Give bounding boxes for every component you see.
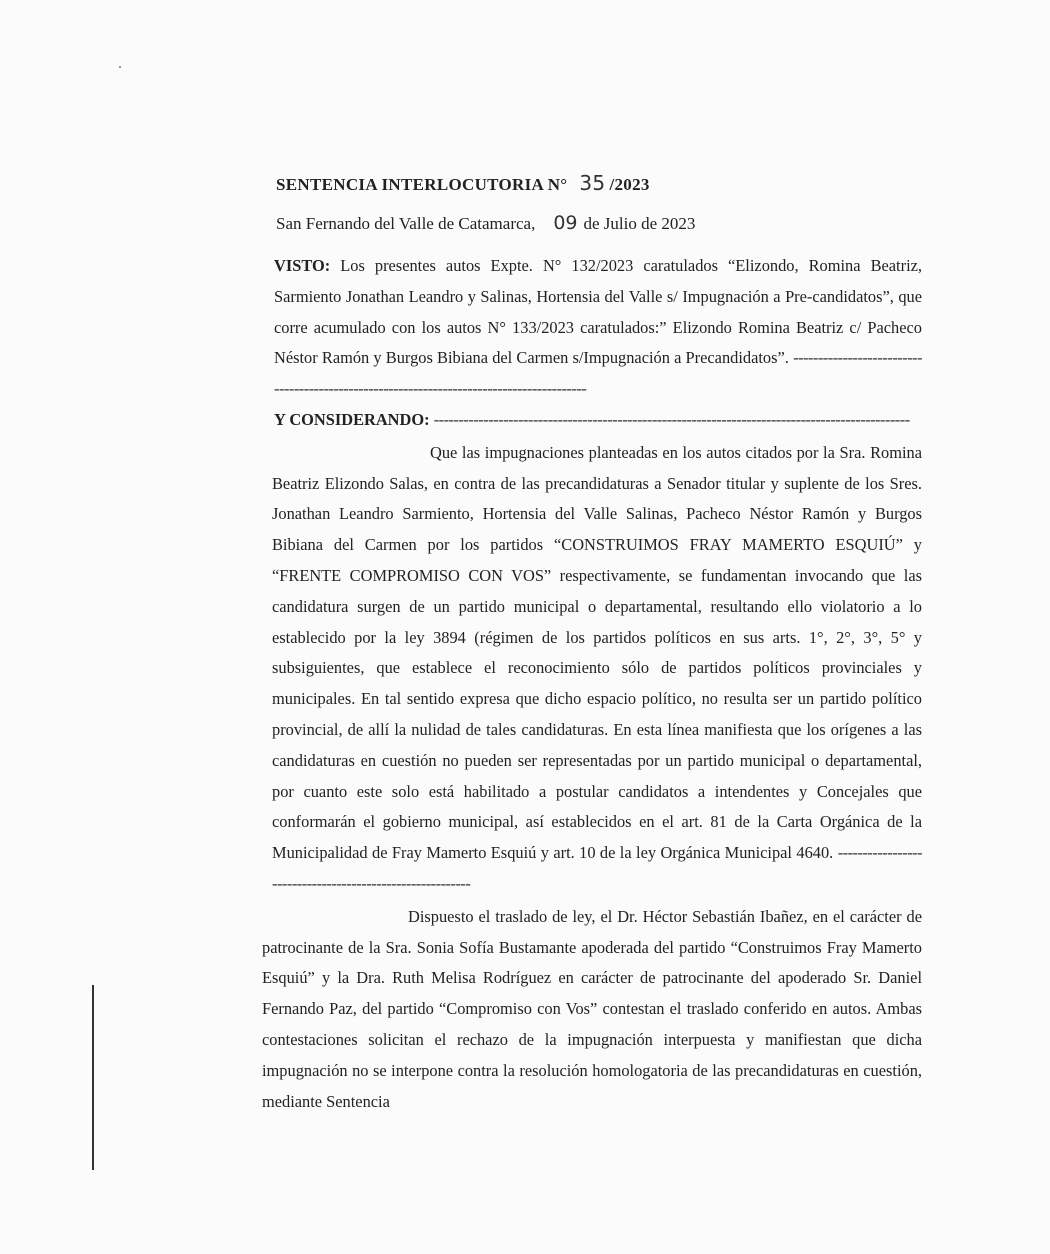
paragraph-1-dashes: --------------------------------------------------------- bbox=[272, 843, 922, 893]
title-prefix: SENTENCIA INTERLOCUTORIA N° bbox=[276, 175, 568, 194]
paper-speck bbox=[119, 66, 121, 68]
handwritten-day: 09 bbox=[553, 212, 578, 234]
date-rest: de Julio de 2023 bbox=[583, 214, 696, 233]
considerando-heading bbox=[262, 405, 922, 436]
document-body bbox=[262, 162, 922, 1117]
paragraph-1-text: Que las impugnaciones planteadas en los autos citados por la Sra. Romina Beatriz Elizondo Salas, en contra de las precandidaturas a Senador titular y suplente de los Sres. Jonathan Leandro Sarmiento, Hortensia del Valle Salinas, Pacheco Néstor Ramón y Burgos Bibiana del Carmen por los partidos “CONSTRUIMOS FRAY MAMERTO ESQUIÚ” y “FRENTE COMPROMISO CON VOS” respectivamente, se fundamentan invocando que las candidatura surgen de un partido municipal o departamental, resultando ello violatorio a lo establecido por la ley 3894 (régimen de los partidos políticos en sus arts. 1°, 2°, 3°, 5° y subsiguientes, que establece el reconocimiento sólo de partidos políticos provinciales y municipales. En tal sentido expresa que dicho espacio político, no resulta ser un partido político provincial, de allí la nulidad de tales candidaturas. En esta línea manifiesta que los orígenes a las candidaturas en cuestión no pueden ser representadas por un partido municipal o departamental, por cuanto este solo está habilitado a postular candidatos a intendentes y Concejales que conformarán el gobierno municipal, así establecidos en el art. 81 de la Carta Orgánica de la Municipalidad de Fray Mamerto Esquiú y art. 10 de la ley Orgánica Municipal 4640. bbox=[272, 442, 922, 863]
body-paragraph-1 bbox=[262, 438, 922, 900]
document-title bbox=[276, 168, 922, 200]
binding-margin-line bbox=[92, 985, 94, 1170]
title-suffix: /2023 bbox=[609, 175, 650, 194]
visto-text: Los presentes autos Expte. N° 132/2023 caratulados “Elizondo, Romina Beatriz, Sarmiento Jonathan Leandro y Salinas, Hortensia del Valle s/ Impugnación a Pre-candidatos”, que corre acumulado con los autos N° 133/2023 caratulados:” Elizondo Romina Beatriz c/ Pacheco Néstor Ramón y Burgos Bibiana del Carmen s/Impugnación a Precandidatos”. bbox=[274, 256, 922, 368]
handwritten-number: 35 bbox=[579, 171, 606, 195]
date-place: San Fernando del Valle de Catamarca, bbox=[276, 214, 536, 233]
visto-paragraph bbox=[262, 251, 922, 405]
considerando-dashes: ------------------------------------------------------------------------------------------------ bbox=[433, 409, 910, 429]
considerando-label: Y CONSIDERANDO: bbox=[274, 409, 430, 429]
body-paragraph-2 bbox=[262, 902, 922, 1118]
paragraph-2-text: Dispuesto el traslado de ley, el Dr. Héctor Sebastián Ibañez, en el carácter de patrocinante de la Sra. Sonia Sofía Bustamante apoderada del partido “Construimos Fray Mamerto Esquiú” y la Dra. Ruth Melisa Rodríguez en carácter de patrocinante del apoderado Sr. Daniel Fernando Paz, del partido “Compromiso con Vos” contestan el traslado conferido en autos. Ambas contestaciones solicitan el rechazo de la impugnación interpuesta y manifiestan que dicha impugnación no se interpone contra la resolución homologatoria de las precandidaturas en cuestión, mediante Sentencia bbox=[262, 906, 922, 1111]
date-line bbox=[276, 208, 922, 239]
visto-dashes: ----------------------------------------------------------------------------------------- bbox=[274, 348, 922, 399]
visto-label: VISTO: bbox=[274, 256, 331, 275]
